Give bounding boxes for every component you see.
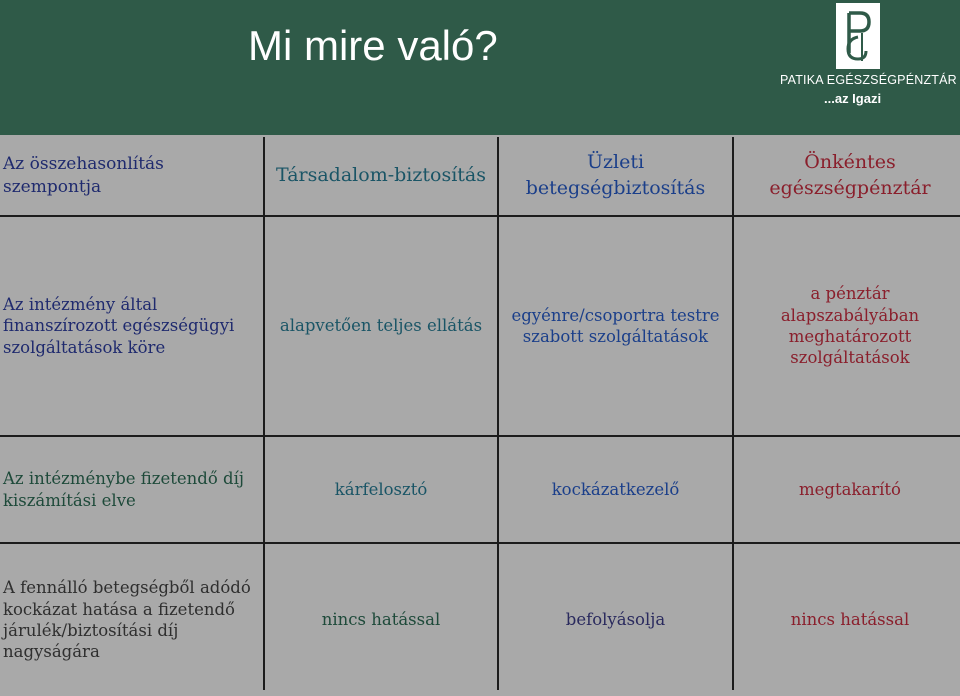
- column-header-business-insurance: Üzleti betegségbiztosítás: [499, 137, 732, 215]
- cell-services-business: egyénre/csoportra testre szabott szolgáltatások: [499, 217, 732, 435]
- page-title: Mi mire való?: [248, 22, 498, 69]
- patika-logo-icon: [836, 3, 880, 69]
- cell-services-fund: a pénztár alapszabályában meghatározott szolgáltatások: [734, 217, 960, 435]
- cell-services-social: alapvetően teljes ellátás: [265, 217, 497, 435]
- column-header-health-fund: Önkéntes egészségpénztár: [734, 137, 960, 215]
- comparison-table: [0, 137, 960, 690]
- cell-risk-fund: nincs hatással: [734, 544, 960, 696]
- cell-risk-business: befolyásolja: [499, 544, 732, 696]
- column-header-aspect: Az összehasonlítás szempontja: [0, 137, 263, 215]
- cell-fee-social: kárfelosztó: [265, 437, 497, 542]
- column-header-social-insurance: Társadalom-biztosítás: [265, 137, 497, 215]
- cell-fee-business: kockázatkezelő: [499, 437, 732, 542]
- logo-tagline: ...az Igazi: [824, 91, 882, 106]
- cell-fee-fund: megtakarító: [734, 437, 960, 542]
- row-label-risk-effect: A fennálló betegségből adódó kockázat hatása a fizetendő járulék/biztosítási díj nagyságára: [0, 544, 263, 696]
- cell-risk-social: nincs hatással: [265, 544, 497, 696]
- header-banner: [0, 0, 960, 135]
- logo-name: PATIKA EGÉSZSÉGPÉNZTÁR: [780, 73, 957, 87]
- row-label-fee-principle: Az intézménybe fizetendő díj kiszámítási elve: [0, 437, 263, 542]
- row-label-services: Az intézmény által finanszírozott egészségügyi szolgáltatások köre: [0, 217, 263, 435]
